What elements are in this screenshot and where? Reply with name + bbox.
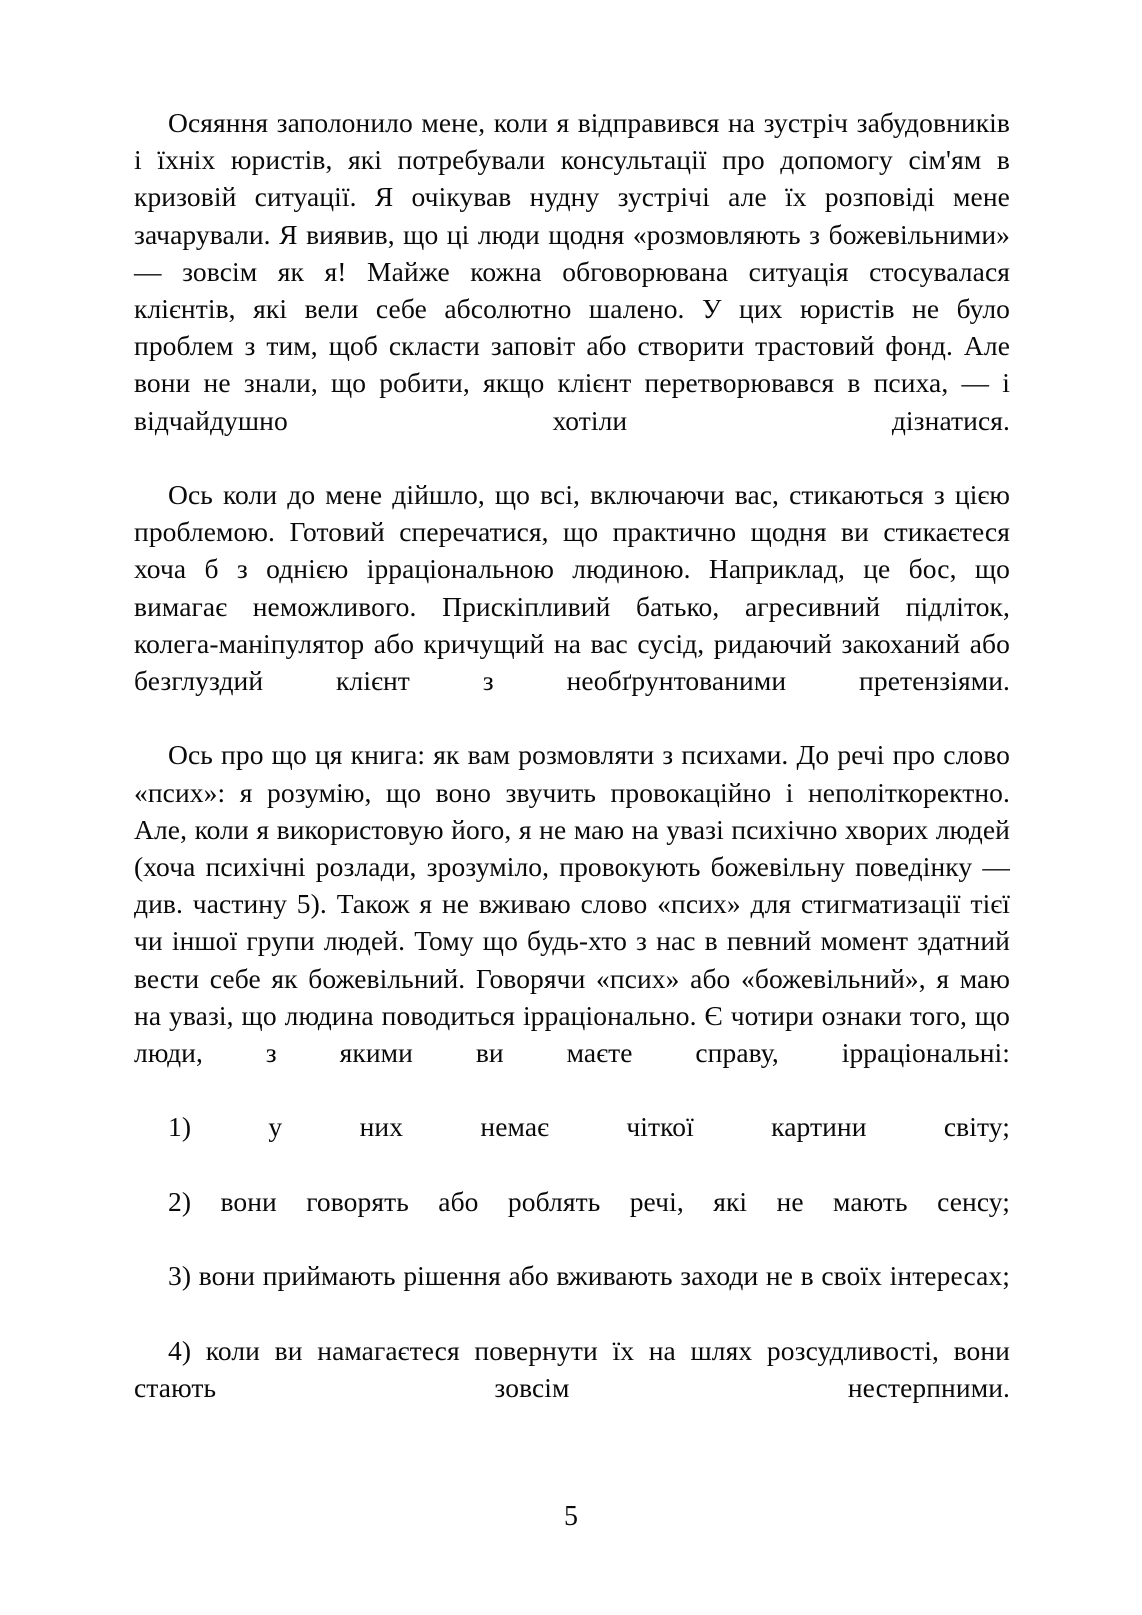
list-item: 3) вони приймають рішення або вживають заходи не в своїх інтересах; — [168, 1260, 1010, 1292]
list-item: 4) коли ви намагаєтеся повернути їх на шлях розсудливості, вони стають зовсім нестерпними. — [134, 1334, 1010, 1403]
list-item: 1) у них немає чіткої картини світу; — [168, 1111, 1010, 1143]
page-number: 5 — [564, 1501, 578, 1532]
paragraph-1: Осяяння заполонило мене, коли я відправився на зустріч забудовників і їхніх юристів, які потребували консультації про допомогу сім'ям в кризовій ситуації. Я очікував нудну зустрічі але їх розповіді мене зачарували. Я виявив, що ці люди щодня «розмовляють з божевільними» — зовсім як я! Майже кожна обговорювана ситуація стосувалася клієнтів, які вели себе абсолютно шалено. У цих юристів не було проблем з тим, щоб скласти заповіт або створити трастовий фонд. Але вони не знали, що робити, якщо клієнт перетворювався в психа, — і відчайдушно хотіли дізнатися. — [134, 107, 1010, 436]
text-column — [134, 104, 1010, 1443]
list-item: 2) вони говорять або роблять речі, які не мають сенсу; — [168, 1185, 1010, 1217]
irrationality-signs-list — [134, 1108, 1010, 1443]
paragraph-2: Ось коли до мене дійшло, що всі, включаючи вас, стикаються з цією проблемою. Готовий сперечатися, що практично щодня ви стикаєтеся хоча б з однією ірраціональною людиною. Наприклад, це бос, що вимагає неможливого. Прискіпливий батько, агресивний підліток, колега-маніпулятор або кричущий на вас сусід, ридаючий закоханий або безглуздий клієнт з необґрунтованими претензіями. — [134, 479, 1010, 697]
paragraph-3: Ось про що ця книга: як вам розмовляти з психами. До речі про слово «псих»: я розумію, що воно звучить провокаційно і неполіткоректно. Але, коли я використовую його, я не маю на увазі психічно хворих людей (хоча психічні розлади, зрозуміло, провокують божевільну поведінку — див. частину 5). Також я не вживаю слово «псих» для стигматизації тієї чи іншої групи людей. Тому що будь-хто з нас в певний момент здатний вести себе як божевільний. Говорячи «псих» або «божевільний», я маю на увазі, що людина поводиться ірраціонально. Є чотири ознаки того, що люди, з якими ви маєте справу, ірраціональні: — [134, 739, 1010, 1069]
